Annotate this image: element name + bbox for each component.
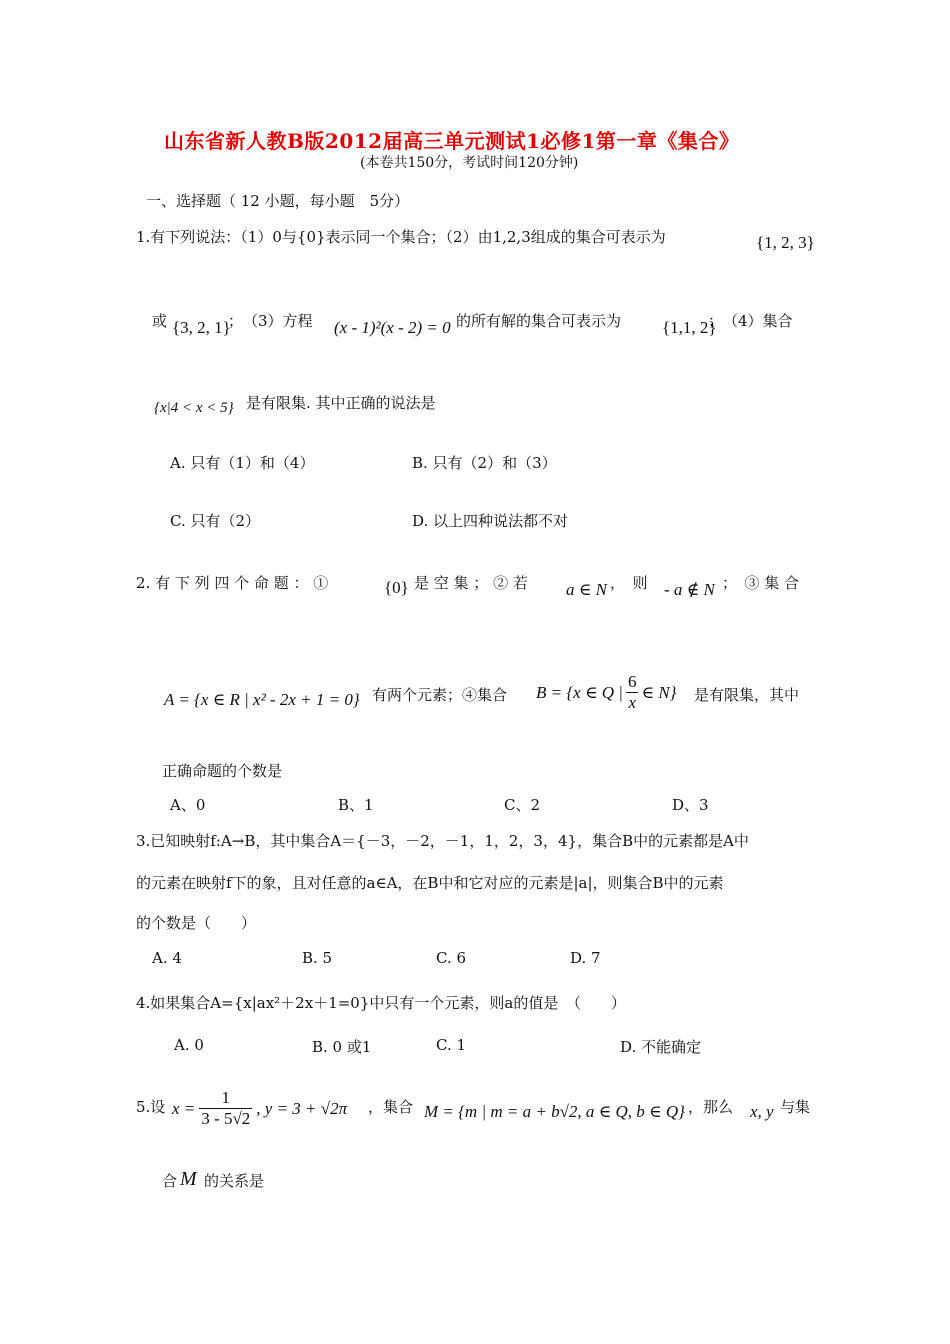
- section-heading: 一、选择题（ 12 小题，每小题 5分）: [146, 192, 410, 210]
- q5-text-6: 的关系是: [204, 1172, 265, 1190]
- q1-or: 或: [152, 312, 168, 330]
- q5-x-y-definition: [172, 1088, 347, 1129]
- q4-option-a: A. 0: [174, 1036, 204, 1054]
- q2-fraction-denominator: x: [628, 693, 636, 712]
- q1-tail: 是有限集. 其中正确的说法是: [246, 394, 436, 412]
- q2-set-b-left: B = {x ∈ Q |: [536, 682, 623, 702]
- q4-line1: 4.如果集合A={x|ax²＋2x＋1=0}中只有一个元素，则a的值是 （ ）: [136, 994, 626, 1012]
- q2-set-b-right: ∈ N}: [641, 682, 677, 702]
- q5-x-fraction: [199, 1088, 252, 1129]
- q1-line1: 1.有下列说法：（1）0与{0}表示同一个集合；（2）由1,2,3组成的集合可表示为: [136, 228, 666, 246]
- q5-set-m: M = {m | m = a + b√2, a ∈ Q, b ∈ Q}: [424, 1102, 685, 1121]
- q2-set-b: [536, 672, 676, 713]
- q1-text-3b: 的所有解的集合可表示为: [456, 312, 622, 330]
- q3-line2: 的元素在映射f下的象，且对任意的a∈A，在B中和它对应的元素是|a|，则集合B中的元素: [136, 874, 724, 892]
- q2-text-1: 2. 有 下 列 四 个 命 题 ： ①: [136, 574, 329, 592]
- q5-xy: x, y: [750, 1102, 774, 1121]
- q1-option-a: A. 只有（1）和（4）: [170, 454, 315, 472]
- page-subtitle: (本卷共150分，考试时间120分钟): [360, 155, 579, 171]
- q1-set-x: {x|4 < x < 5}: [154, 400, 234, 416]
- q3-option-b: B. 5: [302, 949, 333, 967]
- q1-set-123: {1, 2, 3}: [756, 233, 815, 252]
- q1-option-c: C. 只有（2）: [170, 512, 261, 530]
- q2-fraction: [626, 672, 639, 713]
- q1-option-d: D. 以上四种说法都不对: [412, 512, 569, 530]
- q5-m-symbol: M: [180, 1168, 197, 1190]
- q3-line1: 3.已知映射f:A→B，其中集合A＝{－3，－2，－1，1，2，3，4}，集合B中的元素都是A中: [136, 832, 749, 850]
- q5-x-numerator: 1: [221, 1088, 231, 1107]
- q2-option-a: A、0: [170, 796, 206, 814]
- q1-equation: (x - 1)²(x - 2) = 0: [334, 318, 451, 337]
- q5-text-2: ，集合: [368, 1098, 414, 1116]
- q1-text-4: ； （4）集合: [708, 312, 793, 330]
- q4-option-d: D. 不能确定: [620, 1038, 702, 1056]
- q5-x-denominator: 3 - 5√2: [201, 1109, 251, 1128]
- q4-option-c: C. 1: [436, 1036, 467, 1054]
- q2-option-b: B、1: [338, 796, 374, 814]
- page-title: 山东省新人教B版2012届高三单元测试1必修1第一章《集合》: [164, 129, 740, 153]
- q2-text-2: 是 空 集 ； ② 若: [414, 574, 528, 592]
- q5-text-5: 合: [162, 1172, 178, 1190]
- q2-fraction-numerator: 6: [627, 672, 637, 691]
- q1-text-3: ； （3）方程: [228, 312, 313, 330]
- q1-set-321: {3, 2, 1}: [172, 318, 231, 337]
- q2-text-4: ； ③ 集 合: [722, 574, 800, 592]
- q2-option-c: C、2: [504, 796, 541, 814]
- q5-y-equals: , y = 3 + √2π: [256, 1098, 348, 1118]
- q2-set-0: {0}: [384, 578, 409, 597]
- q2-text-6: 是有限集，其中: [694, 686, 800, 704]
- q5-text-3: ，那么: [688, 1098, 734, 1116]
- q2-text-5: 有两个元素；④集合: [372, 686, 508, 704]
- q5-text-1: 5.设: [136, 1098, 166, 1116]
- q2-option-d: D、3: [672, 796, 709, 814]
- q1-set-112: {1,1, 2}: [662, 318, 717, 337]
- q2-a-in-n: a ∈ N: [566, 580, 607, 599]
- q5-text-4: 与集: [780, 1098, 811, 1116]
- q5-x-equals: x =: [172, 1098, 196, 1118]
- q2-text-7: 正确命题的个数是: [162, 762, 283, 780]
- q3-line3: 的个数是（ ）: [136, 914, 257, 932]
- q4-option-b: B. 0 或1: [312, 1038, 372, 1056]
- q3-option-c: C. 6: [436, 949, 467, 967]
- q2-set-a: A = {x ∈ R | x² - 2x + 1 = 0}: [164, 690, 360, 709]
- q3-option-d: D. 7: [570, 949, 601, 967]
- q2-text-3: ， 则: [610, 574, 648, 592]
- q3-option-a: A. 4: [152, 949, 182, 967]
- q1-option-b: B. 只有（2）和（3）: [412, 454, 557, 472]
- q2-neg-a-not-in-n: - a ∉ N: [664, 580, 715, 599]
